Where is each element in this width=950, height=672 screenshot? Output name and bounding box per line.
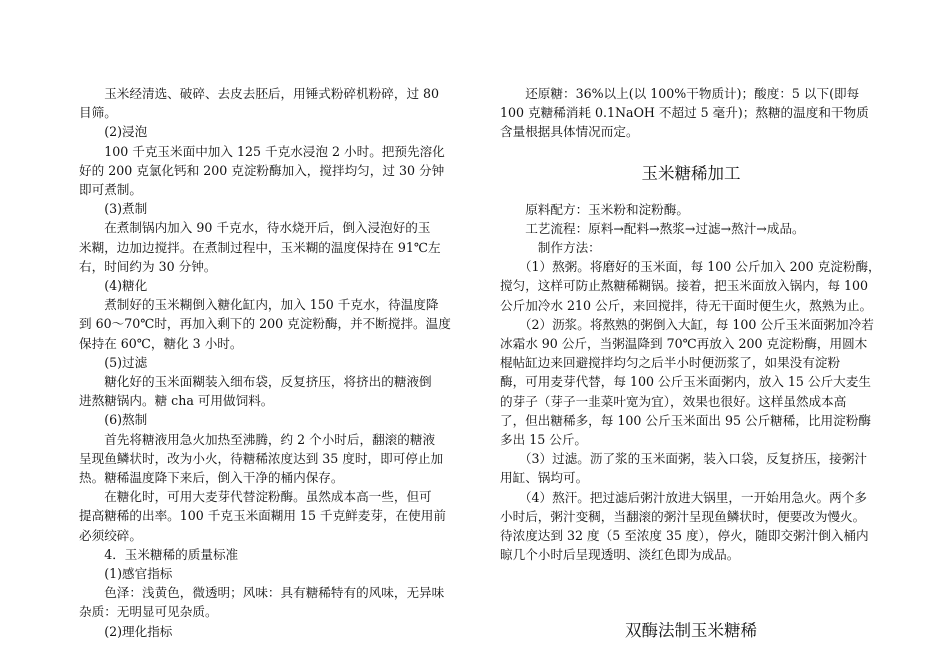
text-line: 在糖化时，可用大麦芽代替淀粉酶。虽然成本高一些，但可 [79,489,432,505]
text-line: (6)熬制 [79,412,148,428]
text-line: 了，但出糖稀多，每 100 公斤玉米面出 95 公斤糖稀，比用淀粉酶 [500,412,871,428]
text-line: 首先将糖液用急火加热至沸腾，约 2 个小时后，翻滚的糖液 [79,431,436,447]
quality-standard-continued [500,84,882,142]
text-line: 冰霜水 90 公斤，当粥温降到 70℃再放入 200 克淀粉酶，用圆木 [500,336,868,352]
text-line: (2)浸泡 [79,124,148,140]
text-line: 好的 200 克氯化钙和 200 克淀粉酶加入，搅拌均匀，过 30 分钟 [79,162,445,178]
text-line: 100 克糖稀消耗 0.1NaOH 不超过 5 毫升)；熬糖的温度和干物质 [500,105,869,121]
text-line: (1)感官指标 [79,566,173,582]
text-line: 糖化好的玉米面糊装入细布袋，反复挤压，将挤出的糖液倒 [79,374,432,390]
text-line: 玉米经清选、破碎、去皮去胚后，用锤式粉碎机粉碎，过 80 [79,86,440,101]
text-line: 煮制好的玉米糊倒入糖化缸内，加入 150 千克水，待温度降 [79,297,439,313]
text-line: (5)过滤 [79,354,148,370]
corn-syrup-processing-body [500,200,882,565]
text-line: 必须绞碎。 [79,527,142,543]
text-line: （3）过滤。沥了浆的玉米面粥，装入口袋，反复挤压，接粥汁 [500,451,867,467]
text-line: （1）熬粥。将磨好的玉米面，每 100 公斤加入 200 克淀粉酶， [500,259,881,275]
text-line: 小时后，粥汁变稠，当翻滚的粥汁呈现鱼鳞状时，便要改为慢火。 [500,508,866,524]
text-line: 在煮制锅内加入 90 千克水，待水烧开后，倒入浸泡好的玉 [79,220,431,236]
text-line: 公斤加冷水 210 公斤，来回搅拌，待无干面时便生火，熬熟为止。 [500,297,873,313]
section-title-corn-syrup-processing: 玉米糖稀加工 [641,163,741,183]
text-line: 棍帖缸边来回避搅拌均匀之后半小时便沥浆了，如果没有淀粉 [500,355,841,371]
text-line: (3)煮制 [79,201,148,217]
text-line: 杂质：无明显可见杂质。 [79,604,218,620]
text-line: 进熬糖锅内。糖 cha 可用做饲料。 [79,393,274,409]
text-line: 工艺流程：原料→配料→熬浆→过滤→熬汁→成品。 [500,220,805,236]
text-line: 米糊，边加边搅拌。在煮制过程中，玉米糊的温度保持在 91℃左 [79,239,441,255]
text-line: 搅匀，这样可防止熬糖稀糊锅。接着，把玉米面放入锅内，每 100 [500,278,869,294]
text-line: 4．玉米糖稀的质量标准 [79,546,239,562]
text-line: 原料配方：玉米粉和淀粉酶。 [500,201,689,217]
text-line: 提高糖稀的出率。100 千克玉米面糊用 15 千克鲜麦芽，在使用前 [79,508,446,524]
text-line: (2)理化指标 [79,623,173,639]
right-column [500,84,882,642]
text-line: 热。糖稀温度降下来后，倒入干净的桶内保存。 [79,470,344,486]
text-line: 右，时间约为 30 分钟。 [79,258,217,274]
text-line: 的芽子（芽子一韭菜叶宽为宜），效果也很好。这样虽然成本高 [500,393,847,409]
text-line: 多出 15 公斤。 [500,432,588,448]
text-line: 含量根据具体情况而定。 [500,124,639,140]
text-line: 还原糖：36%以上(以 100%干物质计)；酸度：5 以下(即每 [500,86,860,101]
text-line: （4）熬汗。把过滤后粥汁放进大锅里，一开始用急火。两个多 [500,489,867,505]
text-line: 制作方法： [500,240,601,256]
text-line: 到 60～70℃时，再加入剩下的 200 克淀粉酶，并不断搅拌。温度 [79,316,451,332]
text-line: (4)糖化 [79,278,148,294]
text-line: 保持在 60℃，糖化 3 小时。 [79,335,243,351]
text-line: 呈现鱼鳞状时，改为小火，待糖稀浓度达到 35 度时，即可停止加 [79,450,444,466]
section-title-double-enzyme-method: 双酶法制玉米糖稀 [625,621,757,641]
text-line: 用缸、锅均可。 [500,470,589,486]
text-line: 色泽：浅黄色，微透明；风味：具有糖稀特有的风味，无异味 [79,585,445,601]
text-line: 晾几个小时后呈现透明、淡红色即为成品。 [500,547,740,563]
text-line: 待浓度达到 32 度（5 至浓度 35 度），停火，随即交粥汁倒入桶内 [500,528,869,544]
text-line: （2）沥浆。将熬熟的粥倒入大缸，每 100 公斤玉米面粥加冷若 [500,316,874,332]
text-line: 100 千克玉米面中加入 125 千克水浸泡 2 小时。把预先溶化 [79,143,445,159]
text-line: 目筛。 [79,105,117,121]
text-line: 酶，可用麦芽代替，每 100 公斤玉米面粥内，放入 15 公斤大麦生 [500,374,871,390]
text-line: 即可煮制。 [79,182,142,198]
left-column [79,84,461,641]
